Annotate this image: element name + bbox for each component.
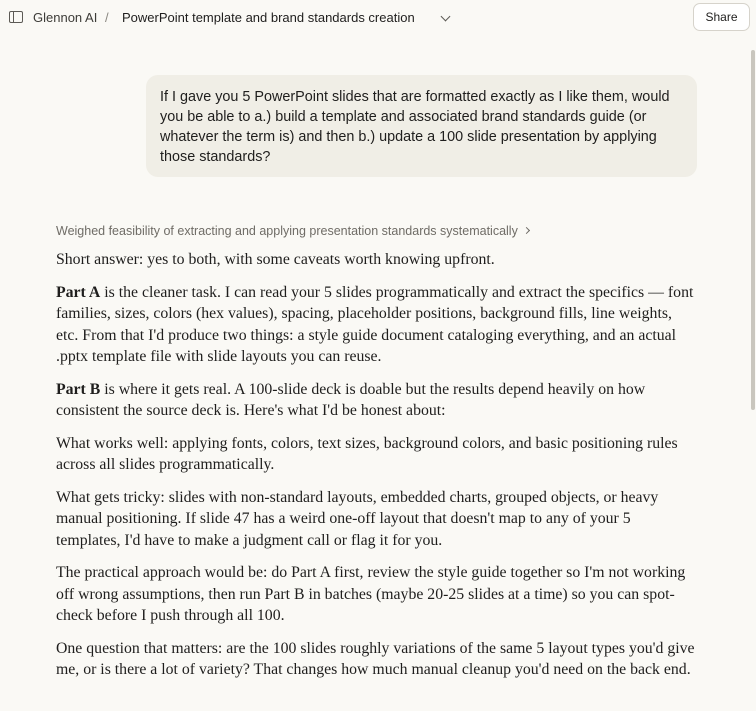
top-bar [0,0,756,36]
thinking-summary-text: Weighed feasibility of extracting and applying presentation standards systematically [56,224,518,238]
conversation-title[interactable]: PowerPoint template and brand standards creation [122,10,415,25]
share-button[interactable]: Share [693,3,750,31]
response-text: is the cleaner task. I can read your 5 slides programmatically and extract the specifics — font families, sizes, colors (hex values), spacing, placeholder positions, background fills, line weights, etc. From that I'd produce two things: a style guide document cataloging everything, and an actual .pptx template file with slide layouts you can reuse. [56,283,694,365]
part-b-label: Part B [56,380,101,398]
response-text: is where it gets real. A 100-slide deck is doable but the results depend heavily on how consistent the source deck is. Here's what I'd be honest about: [56,380,646,419]
chevron-down-icon[interactable] [441,12,451,22]
response-text: What gets tricky: slides with non-standard layouts, embedded charts, grouped objects, or heavy manual positioning. If slide 47 has a weird one-off layout that doesn't map to any of your 5 templates, I'd have to make a judgment call or flag it for you. [56,488,659,549]
chevron-right-icon [523,227,530,234]
assistant-response [56,249,696,692]
response-text: What works well: applying fonts, colors, text sizes, background colors, and basic positioning rules across all slides programmatically. [56,434,678,473]
response-paragraph [56,562,696,627]
response-paragraph [56,282,696,368]
response-paragraph [56,638,696,681]
sidebar-toggle-icon[interactable] [9,11,23,23]
response-paragraph [56,249,696,271]
response-text: Short answer: yes to both, with some caveats worth knowing upfront. [56,251,495,268]
scrollbar[interactable] [751,50,755,410]
part-a-label: Part A [56,283,101,301]
response-text: The practical approach would be: do Part A first, review the style guide together so I'm not working off wrong assumptions, then run Part B in batches (maybe 20-25 slides at a time) so you can spot-check before I push through all 100. [56,564,686,624]
user-message-bubble [146,75,697,177]
user-message-text: If I gave you 5 PowerPoint slides that are formatted exactly as I like them, would you be able to a.) build a template and associated brand standards guide (or whatever the term is) and then b.) update a 100 slide presentation by applying those standards? [160,89,670,165]
response-paragraph [56,379,696,422]
response-paragraph [56,433,696,476]
breadcrumb-project[interactable]: Glennon AI [33,10,98,25]
breadcrumb-separator: / [105,10,109,25]
response-text: One question that matters: are the 100 slides roughly variations of the same 5 layout types you'd give me, or is there a lot of variety? That changes how much manual cleanup you'd need on the back end. [56,639,695,678]
response-paragraph [56,487,696,552]
thinking-summary[interactable] [56,224,529,238]
